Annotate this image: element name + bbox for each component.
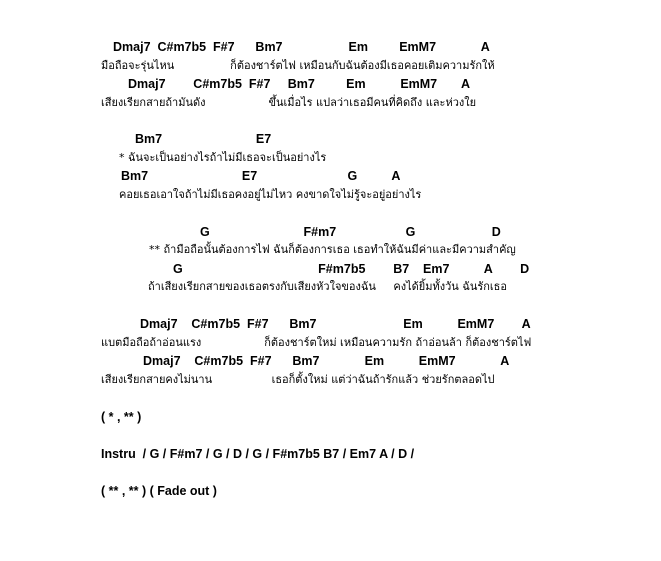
- chorus-chord-line-2: G F#m7b5 B7 Em7 A D: [173, 262, 530, 276]
- prechorus-chord-line-2: Bm7 E7 G A: [121, 169, 401, 183]
- verse2-chord-line-2: Dmaj7 C#m7b5 F#7 Bm7 Em EmM7 A: [143, 354, 510, 368]
- chorus-lyric-line-1: ** ถ้ามือถือนั้นต้องการไฟ ฉันก็ต้องการเธอ เธอทำให้ฉันมีค่าและมีความสำคัญ: [149, 243, 516, 256]
- verse2-lyric-line-1: แบตมือถือถ้าอ่อนแรง ก็ต้องชาร์ตใหม่ เหมือนความรัก ถ้าอ่อนล้า ก็ต้องชาร์ตไฟ: [101, 336, 532, 349]
- chorus-chord-line-1: G F#m7 G D: [200, 225, 501, 239]
- prechorus-chord-line-1: Bm7 E7: [135, 132, 272, 146]
- chorus-lyric-line-2: ถ้าเสียงเรียกสายของเธอตรงกับเสียงหัวใจของฉัน คงได้ยิ้มทั้งวัน ฉันรักเธอ: [148, 280, 507, 293]
- verse2-chord-line-1: Dmaj7 C#m7b5 F#7 Bm7 Em EmM7 A: [140, 317, 531, 331]
- verse1-lyric-line-1: มือถือจะรุ่นไหน ก็ต้องชาร์ตไฟ เหมือนกับฉันต้องมีเธอคอยเติมความรักให้: [101, 59, 495, 72]
- verse1-chord-line-1: Dmaj7 C#m7b5 F#7 Bm7 Em EmM7 A: [113, 40, 490, 54]
- prechorus-lyric-line-2: คอยเธอเอาใจถ้าไม่มีเธอคงอยู่ไม่ไหว คงขาดใจไม่รู้จะอยู่อย่างไร: [119, 188, 422, 201]
- prechorus-lyric-line-1: * ฉันจะเป็นอย่างไรถ้าไม่มีเธอจะเป็นอย่างไร: [119, 151, 327, 164]
- verse2-lyric-line-2: เสียงเรียกสายคงไม่นาน เธอก็ตั้งใหม่ แต่ว่าฉันถ้ารักแล้ว ช่วยรักตลอดไป: [101, 373, 495, 386]
- instrumental-line: Instru / G / F#m7 / G / D / G / F#m7b5 B7 / Em7 A / D /: [101, 447, 415, 461]
- repeat-marker: ( * , ** ): [101, 410, 142, 424]
- verse1-chord-line-2: Dmaj7 C#m7b5 F#7 Bm7 Em EmM7 A: [128, 77, 471, 91]
- verse1-lyric-line-2: เสียงเรียกสายถ้ามันดัง ขึ้นเมื่อไร แปลว่าเธอมีคนที่คิดถึง และห่วงใย: [101, 96, 477, 109]
- ending-line: ( ** , ** ) ( Fade out ): [101, 484, 217, 498]
